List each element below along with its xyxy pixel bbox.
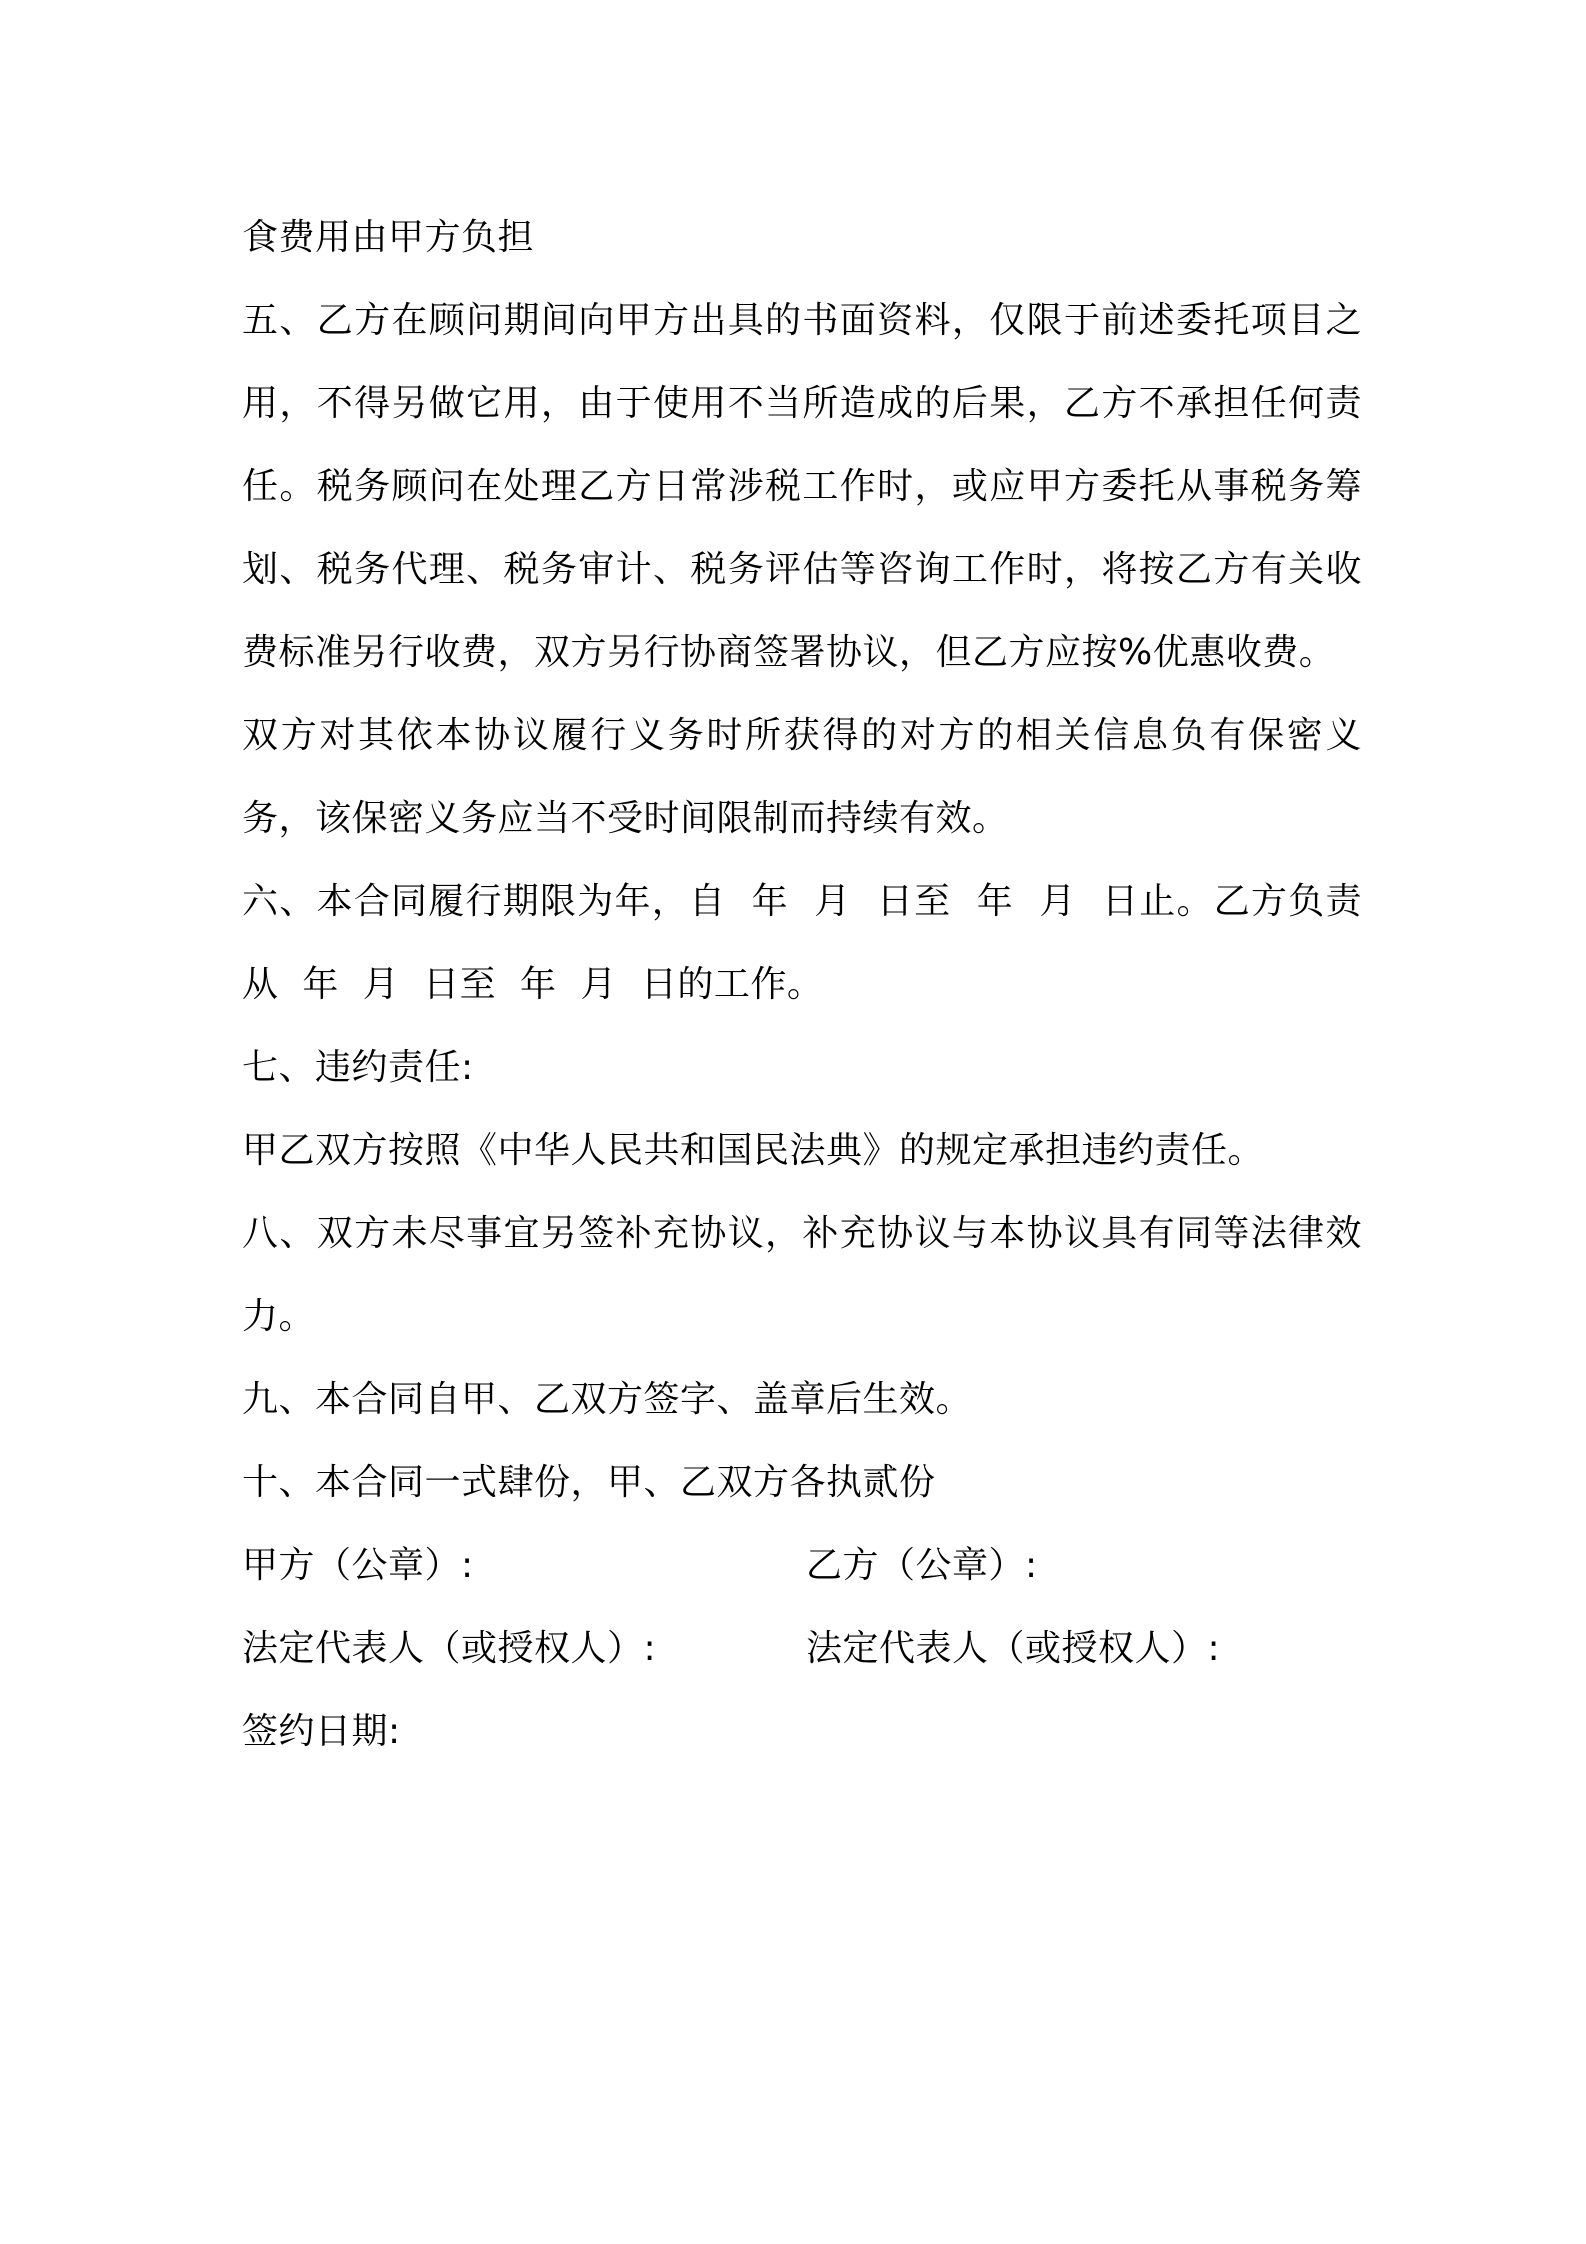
- paragraph-clause-six: 六、本合同履行期限为年，自 年 月 日至 年 月 日止。乙方负责从 年 月 日至 年 月 日的工作。: [242, 881, 1362, 1005]
- paragraph-clause-five: 五、乙方在顾问期间向甲方出具的书面资料，仅限于前述委托项目之用，不得另做它用，由于使用不当所造成的后果，乙方不承担任何责任。税务顾问在处理乙方日常涉税工作时，或应甲方委托从事税务筹划、税务代理、税务审计、税务评估等咨询工作时，将按乙方有关收费标准另行收费，双方另行协商签署协议，但乙方应按%优惠收费。: [242, 300, 1362, 673]
- paragraph-clause-ten: 十、本合同一式肆份，甲、乙双方各执贰份: [242, 1462, 936, 1503]
- paragraph-clause-nine: 九、本合同自甲、乙双方签字、盖章后生效。: [242, 1379, 973, 1420]
- party-a-rep-label: 法定代表人（或授权人）:: [242, 1628, 657, 1669]
- party-b-rep-label: 法定代表人（或授权人）:: [806, 1628, 1221, 1669]
- paragraph-clause-eight: 八、双方未尽事宜另签补充协议，补充协议与本协议具有同等法律效力。: [242, 1213, 1362, 1337]
- signature-row-date: [242, 1690, 1362, 1773]
- paragraph-clause-seven-heading: 七、违约责任:: [242, 1047, 474, 1088]
- contract-body: [242, 196, 1362, 1773]
- signature-row-seal: [242, 1524, 1362, 1607]
- paragraph-confidentiality: 双方对其依本协议履行义务时所获得的对方的相关信息负有保密义务，该保密义务应当不受时间限制而持续有效。: [242, 715, 1362, 839]
- party-b-seal-label: 乙方（公章）:: [806, 1545, 1038, 1586]
- sign-date-label: 签约日期:: [242, 1711, 401, 1752]
- signature-row-representative: [242, 1607, 1362, 1690]
- party-a-seal-label: 甲方（公章）:: [242, 1545, 474, 1586]
- paragraph-meal-cost: 食费用由甲方负担: [242, 217, 535, 258]
- paragraph-liability: 甲乙双方按照《中华人民共和国民法典》的规定承担违约责任。: [242, 1130, 1265, 1171]
